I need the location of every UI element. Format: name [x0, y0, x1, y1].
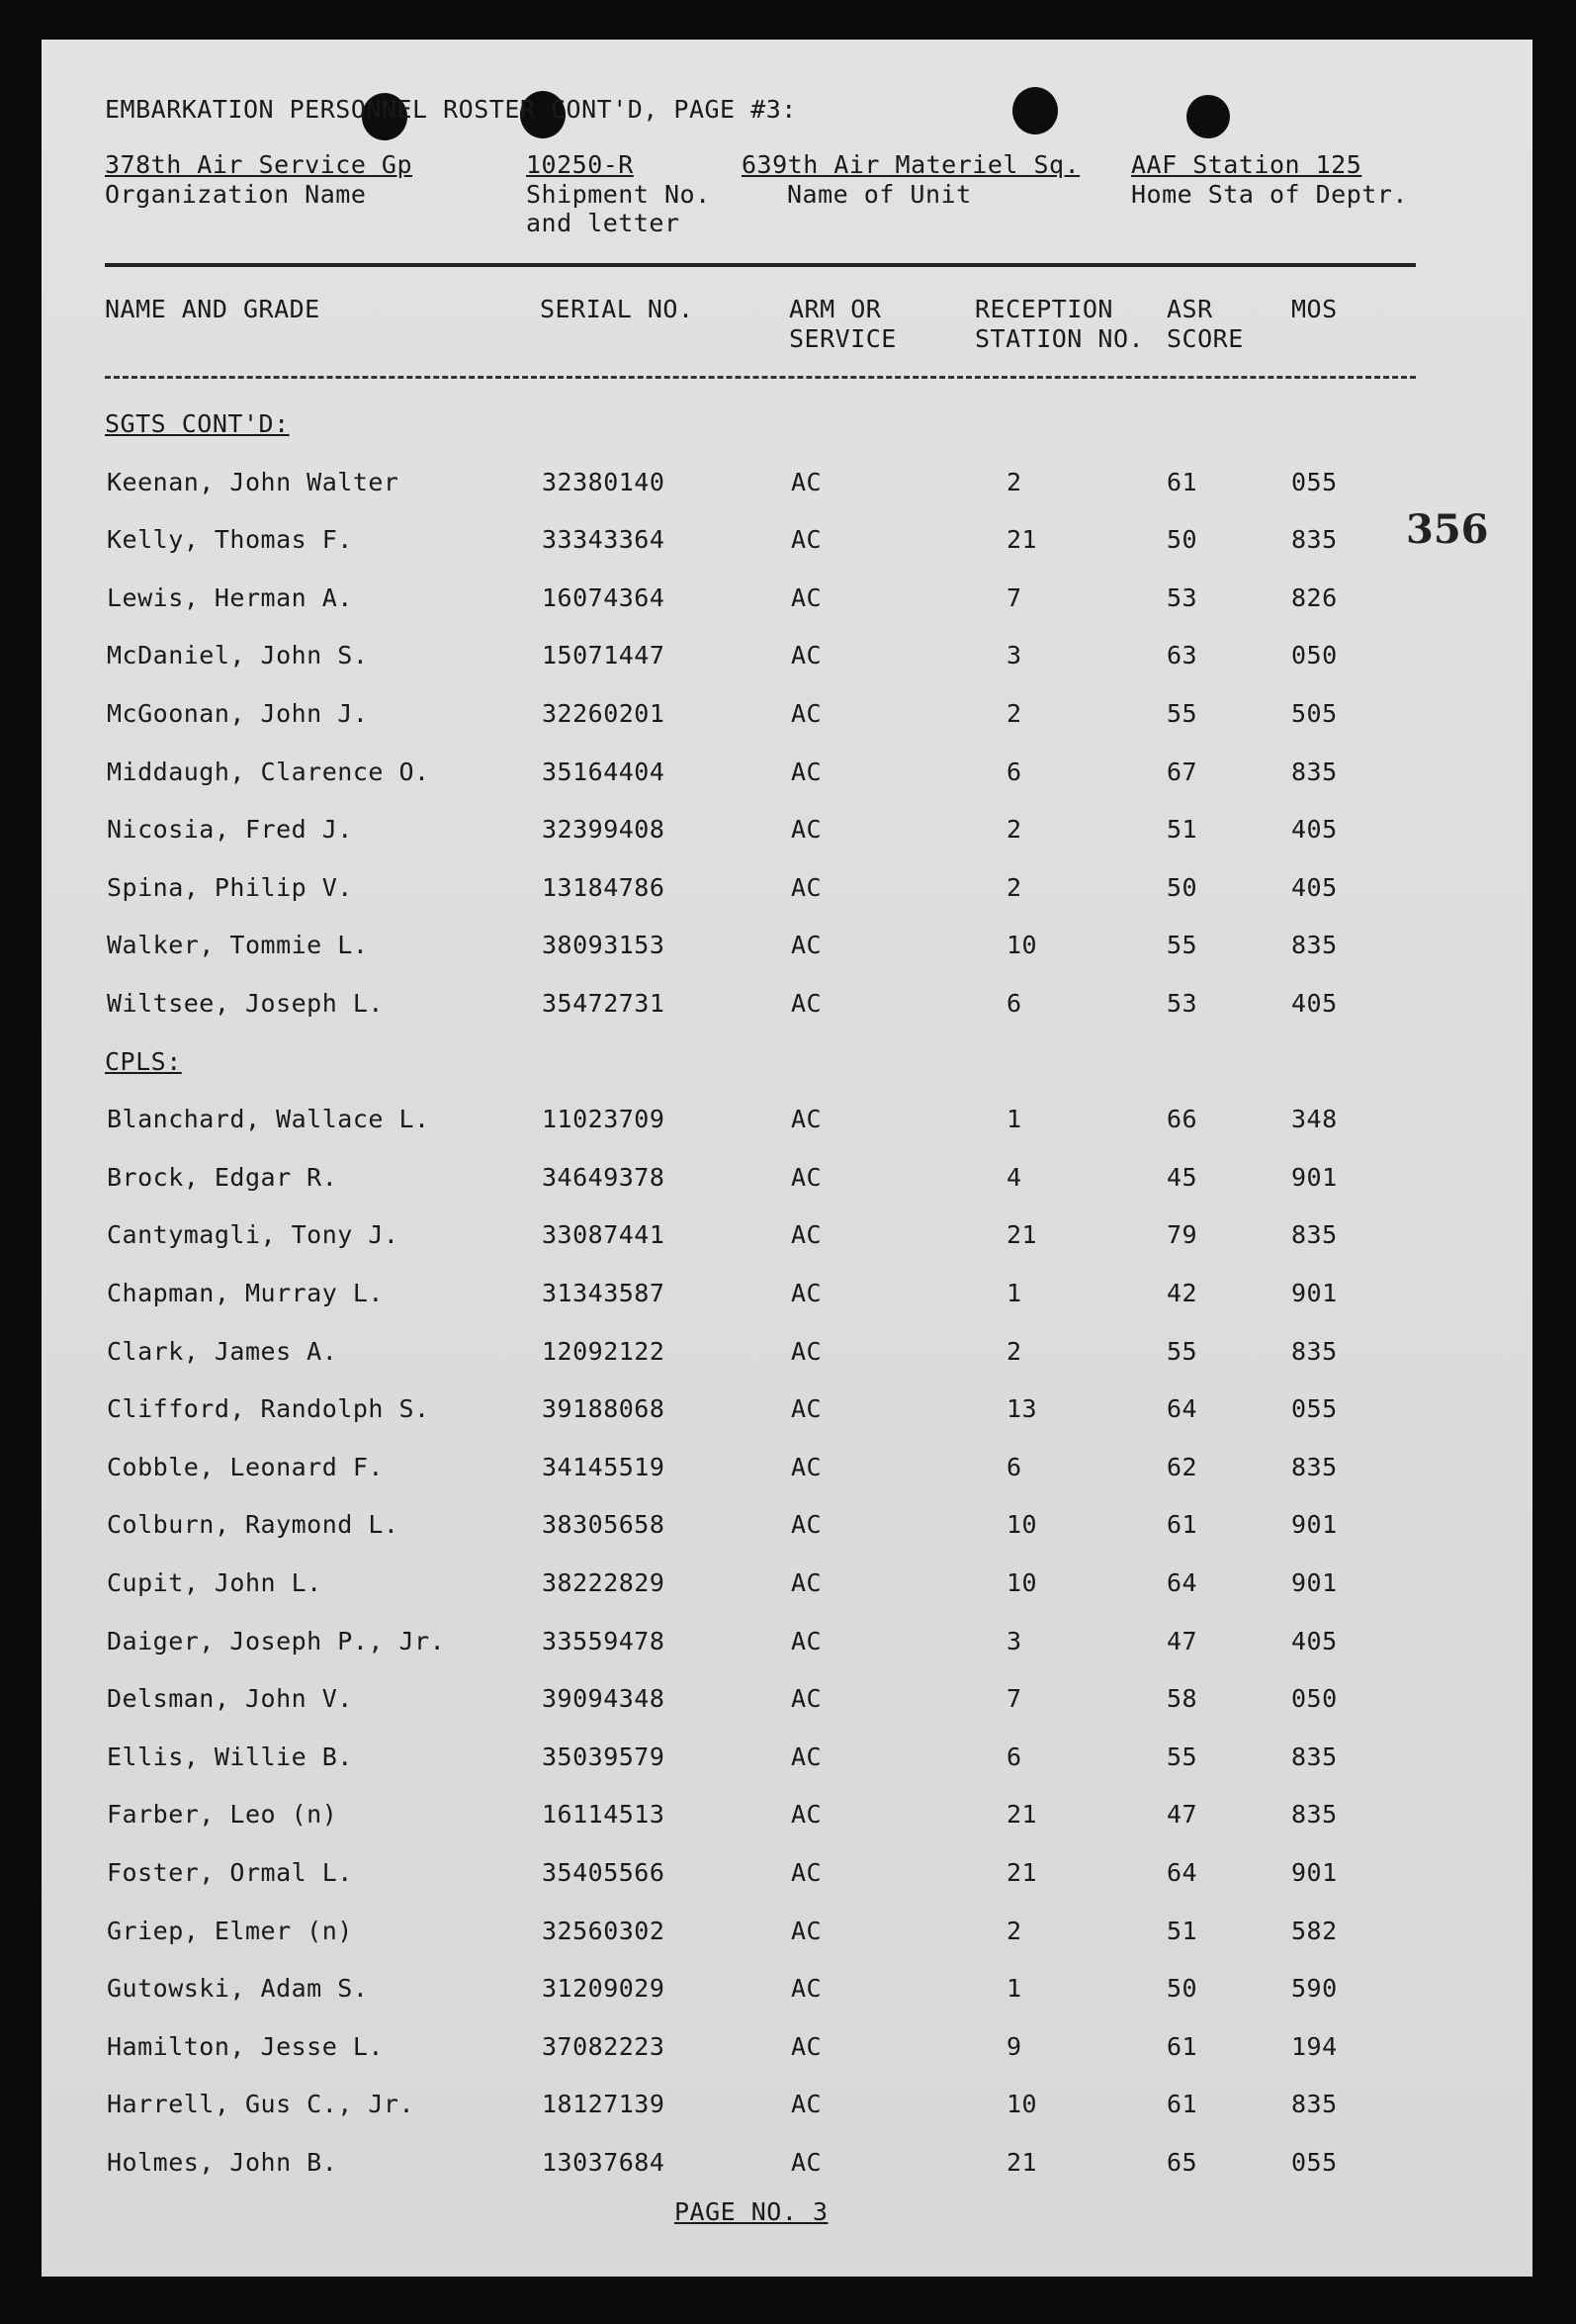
reception-station-number: 2 [1007, 1336, 1022, 1366]
shipment-letter-label: and letter [526, 209, 680, 237]
column-header-score: SCORE [1167, 324, 1244, 353]
asr-score: 55 [1167, 699, 1198, 728]
mos-code: 835 [1291, 1336, 1338, 1366]
name-and-grade: Delsman, John V. [107, 1684, 353, 1714]
reception-station-number: 1 [1007, 1279, 1022, 1307]
asr-score: 50 [1167, 525, 1198, 555]
arm-or-service: AC [791, 1105, 823, 1134]
name-and-grade: McGoonan, John J. [107, 699, 369, 728]
serial-number: 33559478 [542, 1626, 665, 1655]
roster-title: EMBARKATION PERSONNEL ROSTER CONT'D, PAGE #3: [105, 95, 797, 124]
reception-station-number: 10 [1007, 1568, 1038, 1597]
arm-or-service: AC [791, 1336, 823, 1366]
arm-or-service: AC [791, 1684, 823, 1714]
mos-code: 050 [1291, 1684, 1338, 1714]
asr-score: 66 [1167, 1105, 1198, 1134]
mos-code: 405 [1291, 989, 1338, 1018]
mos-code: 055 [1291, 2148, 1338, 2177]
asr-score: 67 [1167, 757, 1198, 786]
arm-or-service: AC [791, 1452, 823, 1481]
name-and-grade: McDaniel, John S. [107, 641, 369, 670]
serial-number: 18127139 [542, 2090, 665, 2119]
arm-or-service: AC [791, 1510, 823, 1540]
shipment-number-value: 10250-R [526, 150, 634, 179]
page-number-footer: PAGE NO. 3 [674, 2197, 829, 2226]
asr-score: 42 [1167, 1279, 1198, 1307]
arm-or-service: AC [791, 931, 823, 960]
reception-station-number: 2 [1007, 467, 1022, 496]
asr-score: 61 [1167, 467, 1198, 496]
serial-number: 16114513 [542, 1800, 665, 1830]
organization-name-label: Organization Name [105, 180, 367, 209]
name-and-grade: Spina, Philip V. [107, 872, 353, 902]
mos-code: 835 [1291, 931, 1338, 960]
asr-score: 45 [1167, 1162, 1198, 1192]
name-and-grade: Brock, Edgar R. [107, 1162, 338, 1192]
reception-station-number: 6 [1007, 757, 1022, 786]
arm-or-service: AC [791, 467, 823, 496]
header-divider [105, 263, 1416, 267]
name-and-grade: Middaugh, Clarence O. [107, 757, 430, 786]
serial-number: 32399408 [542, 815, 665, 845]
column-header-service: SERVICE [789, 324, 897, 353]
name-and-grade: Wiltsee, Joseph L. [107, 989, 384, 1018]
punch-hole [1012, 87, 1058, 134]
name-and-grade: Hamilton, Jesse L. [107, 2031, 384, 2061]
mos-code: 835 [1291, 757, 1338, 786]
arm-or-service: AC [791, 1279, 823, 1307]
serial-number: 33087441 [542, 1220, 665, 1250]
serial-number: 16074364 [542, 582, 665, 612]
arm-or-service: AC [791, 872, 823, 902]
arm-or-service: AC [791, 525, 823, 555]
serial-number: 37082223 [542, 2031, 665, 2061]
reception-station-number: 13 [1007, 1394, 1038, 1424]
reception-station-number: 10 [1007, 2090, 1038, 2119]
arm-or-service: AC [791, 1220, 823, 1250]
reception-station-number: 10 [1007, 931, 1038, 960]
arm-or-service: AC [791, 1162, 823, 1192]
arm-or-service: AC [791, 1742, 823, 1771]
reception-station-number: 2 [1007, 1916, 1022, 1945]
name-and-grade: Farber, Leo (n) [107, 1800, 338, 1830]
serial-number: 12092122 [542, 1336, 665, 1366]
asr-score: 53 [1167, 582, 1198, 612]
serial-number: 33343364 [542, 525, 665, 555]
name-and-grade: Cantymagli, Tony J. [107, 1220, 399, 1250]
mos-code: 055 [1291, 467, 1338, 496]
mos-code: 835 [1291, 1452, 1338, 1481]
column-header-mos: MOS [1291, 295, 1338, 323]
serial-number: 13037684 [542, 2148, 665, 2177]
column-header-asr: ASR [1167, 295, 1213, 323]
name-and-grade: Clark, James A. [107, 1336, 338, 1366]
section-heading: SGTS CONT'D: [105, 409, 290, 438]
mos-code: 050 [1291, 641, 1338, 670]
arm-or-service: AC [791, 1916, 823, 1945]
name-and-grade: Clifford, Randolph S. [107, 1394, 430, 1424]
mos-code: 405 [1291, 872, 1338, 902]
column-header-divider [105, 376, 1416, 379]
column-header-reception: RECEPTION [975, 295, 1113, 323]
name-and-grade: Chapman, Murray L. [107, 1279, 384, 1307]
name-and-grade: Holmes, John B. [107, 2148, 338, 2177]
mos-code: 835 [1291, 1800, 1338, 1830]
name-and-grade: Cupit, John L. [107, 1568, 322, 1597]
asr-score: 47 [1167, 1800, 1198, 1830]
name-and-grade: Gutowski, Adam S. [107, 1974, 369, 2004]
serial-number: 39188068 [542, 1394, 665, 1424]
mos-code: 405 [1291, 815, 1338, 845]
reception-station-number: 2 [1007, 872, 1022, 902]
serial-number: 34145519 [542, 1452, 665, 1481]
reception-station-number: 21 [1007, 2148, 1038, 2177]
asr-score: 55 [1167, 1742, 1198, 1771]
reception-station-number: 6 [1007, 1742, 1022, 1771]
mos-code: 826 [1291, 582, 1338, 612]
asr-score: 58 [1167, 1684, 1198, 1714]
reception-station-number: 6 [1007, 1452, 1022, 1481]
arm-or-service: AC [791, 989, 823, 1018]
column-header-serial: SERIAL NO. [540, 295, 694, 323]
section-heading: CPLS: [105, 1046, 182, 1076]
serial-number: 32560302 [542, 1916, 665, 1945]
arm-or-service: AC [791, 699, 823, 728]
column-header-station-no: STATION NO. [975, 324, 1145, 353]
arm-or-service: AC [791, 1626, 823, 1655]
arm-or-service: AC [791, 582, 823, 612]
mos-code: 194 [1291, 2031, 1338, 2061]
margin-page-number: 356 [1406, 506, 1489, 553]
asr-score: 61 [1167, 2031, 1198, 2061]
reception-station-number: 1 [1007, 1105, 1022, 1134]
mos-code: 901 [1291, 1279, 1338, 1307]
serial-number: 38222829 [542, 1568, 665, 1597]
home-station-label: Home Sta of Deptr. [1131, 180, 1408, 209]
reception-station-number: 2 [1007, 699, 1022, 728]
asr-score: 55 [1167, 931, 1198, 960]
arm-or-service: AC [791, 1974, 823, 2004]
asr-score: 50 [1167, 1974, 1198, 2004]
asr-score: 53 [1167, 989, 1198, 1018]
mos-code: 835 [1291, 1220, 1338, 1250]
serial-number: 38093153 [542, 931, 665, 960]
reception-station-number: 21 [1007, 1220, 1038, 1250]
name-and-grade: Keenan, John Walter [107, 467, 399, 496]
column-header-arm: ARM OR [789, 295, 882, 323]
arm-or-service: AC [791, 641, 823, 670]
column-header-name: NAME AND GRADE [105, 295, 320, 323]
reception-station-number: 7 [1007, 582, 1022, 612]
asr-score: 51 [1167, 815, 1198, 845]
asr-score: 47 [1167, 1626, 1198, 1655]
serial-number: 35039579 [542, 1742, 665, 1771]
name-and-grade: Walker, Tommie L. [107, 931, 369, 960]
serial-number: 34649378 [542, 1162, 665, 1192]
serial-number: 31209029 [542, 1974, 665, 2004]
mos-code: 348 [1291, 1105, 1338, 1134]
arm-or-service: AC [791, 757, 823, 786]
asr-score: 64 [1167, 1568, 1198, 1597]
arm-or-service: AC [791, 1858, 823, 1887]
shipment-number-label: Shipment No. [526, 180, 711, 209]
name-and-grade: Ellis, Willie B. [107, 1742, 353, 1771]
mos-code: 582 [1291, 1916, 1338, 1945]
arm-or-service: AC [791, 2031, 823, 2061]
serial-number: 15071447 [542, 641, 665, 670]
mos-code: 835 [1291, 2090, 1338, 2119]
punch-hole [1186, 95, 1230, 138]
mos-code: 901 [1291, 1510, 1338, 1540]
serial-number: 13184786 [542, 872, 665, 902]
reception-station-number: 2 [1007, 815, 1022, 845]
mos-code: 590 [1291, 1974, 1338, 2004]
unit-name-label: Name of Unit [787, 180, 972, 209]
organization-name-value: 378th Air Service Gp [105, 150, 413, 179]
mos-code: 835 [1291, 1742, 1338, 1771]
serial-number: 35405566 [542, 1858, 665, 1887]
serial-number: 32380140 [542, 467, 665, 496]
serial-number: 31343587 [542, 1279, 665, 1307]
asr-score: 55 [1167, 1336, 1198, 1366]
name-and-grade: Lewis, Herman A. [107, 582, 353, 612]
name-and-grade: Griep, Elmer (n) [107, 1916, 353, 1945]
arm-or-service: AC [791, 1568, 823, 1597]
arm-or-service: AC [791, 1800, 823, 1830]
name-and-grade: Colburn, Raymond L. [107, 1510, 399, 1540]
arm-or-service: AC [791, 1394, 823, 1424]
serial-number: 39094348 [542, 1684, 665, 1714]
name-and-grade: Blanchard, Wallace L. [107, 1105, 430, 1134]
reception-station-number: 21 [1007, 1800, 1038, 1830]
asr-score: 64 [1167, 1394, 1198, 1424]
name-and-grade: Kelly, Thomas F. [107, 525, 353, 555]
name-and-grade: Harrell, Gus C., Jr. [107, 2090, 415, 2119]
mos-code: 405 [1291, 1626, 1338, 1655]
serial-number: 35472731 [542, 989, 665, 1018]
arm-or-service: AC [791, 2148, 823, 2177]
reception-station-number: 9 [1007, 2031, 1022, 2061]
arm-or-service: AC [791, 815, 823, 845]
reception-station-number: 7 [1007, 1684, 1022, 1714]
asr-score: 65 [1167, 2148, 1198, 2177]
reception-station-number: 6 [1007, 989, 1022, 1018]
arm-or-service: AC [791, 2090, 823, 2119]
home-station-value: AAF Station 125 [1131, 150, 1362, 179]
serial-number: 35164404 [542, 757, 665, 786]
name-and-grade: Nicosia, Fred J. [107, 815, 353, 845]
asr-score: 51 [1167, 1916, 1198, 1945]
asr-score: 50 [1167, 872, 1198, 902]
reception-station-number: 3 [1007, 1626, 1022, 1655]
reception-station-number: 21 [1007, 1858, 1038, 1887]
mos-code: 901 [1291, 1568, 1338, 1597]
mos-code: 505 [1291, 699, 1338, 728]
reception-station-number: 3 [1007, 641, 1022, 670]
mos-code: 055 [1291, 1394, 1338, 1424]
name-and-grade: Foster, Ormal L. [107, 1858, 353, 1887]
reception-station-number: 1 [1007, 1974, 1022, 2004]
asr-score: 62 [1167, 1452, 1198, 1481]
mos-code: 901 [1291, 1858, 1338, 1887]
mos-code: 835 [1291, 525, 1338, 555]
serial-number: 38305658 [542, 1510, 665, 1540]
asr-score: 79 [1167, 1220, 1198, 1250]
reception-station-number: 4 [1007, 1162, 1022, 1192]
reception-station-number: 21 [1007, 525, 1038, 555]
asr-score: 63 [1167, 641, 1198, 670]
reception-station-number: 10 [1007, 1510, 1038, 1540]
asr-score: 61 [1167, 2090, 1198, 2119]
unit-name-value: 639th Air Materiel Sq. [742, 150, 1081, 179]
serial-number: 32260201 [542, 699, 665, 728]
name-and-grade: Daiger, Joseph P., Jr. [107, 1626, 446, 1655]
mos-code: 901 [1291, 1162, 1338, 1192]
asr-score: 61 [1167, 1510, 1198, 1540]
asr-score: 64 [1167, 1858, 1198, 1887]
serial-number: 11023709 [542, 1105, 665, 1134]
name-and-grade: Cobble, Leonard F. [107, 1452, 384, 1481]
